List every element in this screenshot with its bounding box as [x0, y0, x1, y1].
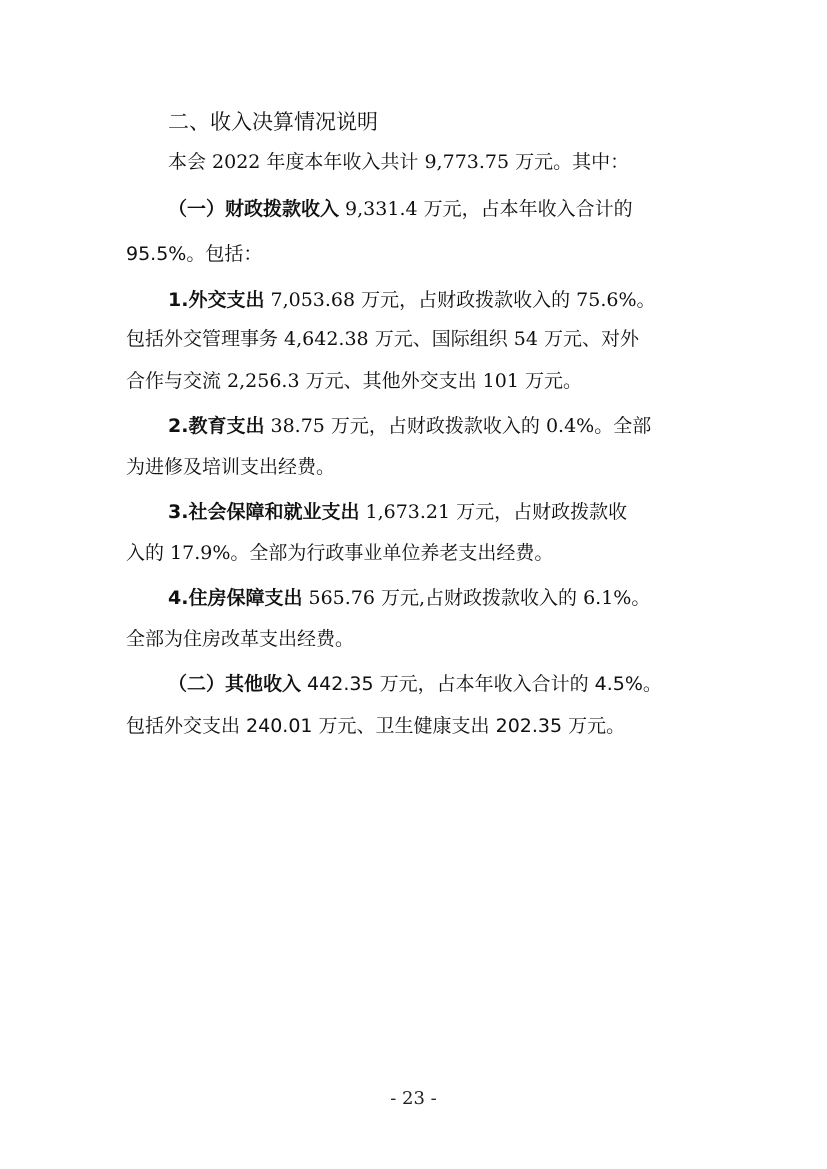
subsection-1-continued: 95.5%。包括： [126, 243, 263, 265]
item-2-label: 2.教育支出 [168, 415, 265, 437]
subsection-1-label: （一）财政拨款收入 [168, 198, 340, 220]
item-1-text: 7,053.68 万元，占财政拨款收入的 75.6%。 [264, 289, 656, 311]
subsection-2-text-2: 包括外交支出 240.01 万元、卫生健康支出 202.35 万元。 [126, 715, 626, 737]
item-2-line [168, 410, 651, 442]
item-1-label: 1.外交支出 [168, 289, 265, 311]
page-number: - 23 - [390, 1088, 437, 1109]
subsection-2-text: 442.35 万元，占本年收入合计的 4.5%。 [301, 673, 662, 695]
item-1-text-3: 合作与交流 2,256.3 万元、其他外交支出 101 万元。 [126, 370, 582, 392]
item-1-line [168, 284, 656, 316]
item-3-text: 1,673.21 万元，占财政拨款收 [359, 501, 628, 523]
section-heading: 二、收入决算情况说明 [168, 110, 378, 134]
item-3-line [168, 496, 627, 528]
item-4-text: 565.76 万元,占财政拨款收入的 6.1%。 [302, 587, 651, 609]
item-3-label: 3.社会保障和就业支出 [168, 501, 360, 523]
subsection-2-line [168, 668, 662, 700]
item-1-text-2: 包括外交管理事务 4,642.38 万元、国际组织 54 万元、对外 [126, 328, 639, 350]
item-4-label: 4.住房保障支出 [168, 587, 303, 609]
intro-line: 本会 2022 年度本年收入共计 9,773.75 万元。其中： [168, 151, 630, 173]
item-2-text-2: 为进修及培训支出经费。 [126, 456, 336, 478]
subsection-1-line [168, 193, 633, 225]
item-4-line [168, 582, 650, 614]
item-3-text-2: 入的 17.9%。全部为行政事业单位养老支出经费。 [126, 542, 554, 564]
item-2-text: 38.75 万元，占财政拨款收入的 0.4%。全部 [264, 415, 652, 437]
item-4-text-2: 全部为住房改革支出经费。 [126, 628, 355, 650]
subsection-1-text: 9,331.4 万元，占本年收入合计的 [339, 198, 633, 220]
subsection-2-label: （二）其他收入 [168, 673, 302, 695]
